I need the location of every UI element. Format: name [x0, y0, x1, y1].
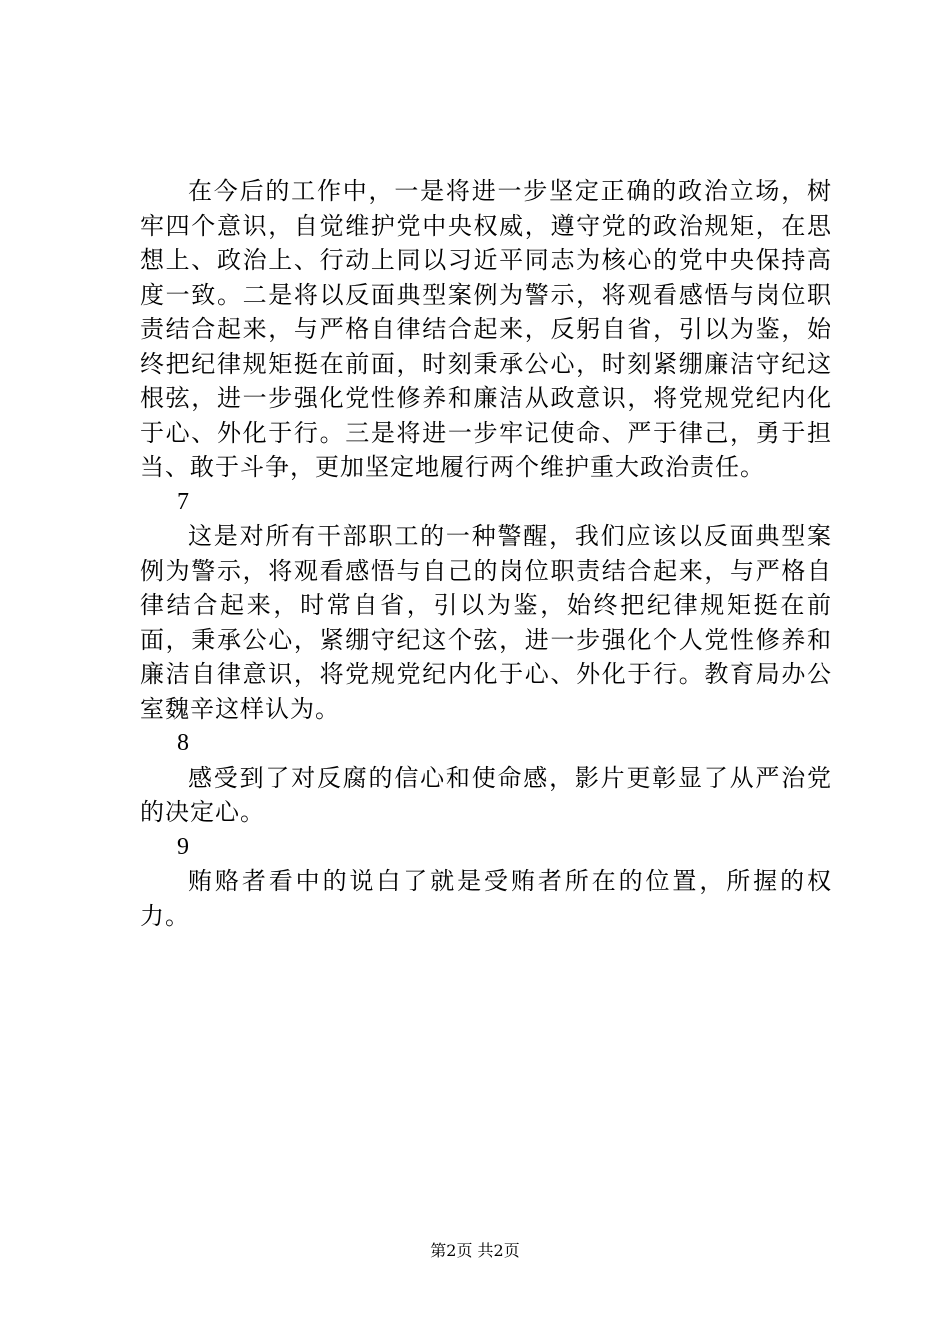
- item-number-8: 8: [177, 730, 189, 756]
- document-body: [140, 174, 832, 933]
- item-number-7: 7: [177, 488, 189, 515]
- page-footer: 第2页 共2页: [430, 1241, 520, 1260]
- paragraph-4: 贿赂者看中的说白了就是受贿者所在的位置，所握的权力。: [140, 867, 832, 930]
- paragraph-1: 在今后的工作中，一是将进一步坚定正确的政治立场，树牢四个意识，自觉维护党中央权威，遵守党的政治规矩，在思想上、政治上、行动上同以习近平同志为核心的党中央保持高度一致。二是将以反面典型案例为警示，将观看感悟与岗位职责结合起来，与严格自律结合起来，反躬自省，引以为鉴，始终把纪律规矩挺在前面，时刻秉承公心，时刻紧绷廉洁守纪这根弦，进一步强化党性修养和廉洁从政意识，将党规党纪内化于心、外化于行。三是将进一步牢记使命、严于律己，勇于担当、敢于斗争，更加坚定地履行两个维护重大政治责任。: [140, 177, 832, 481]
- paragraph-2: 这是对所有干部职工的一种警醒，我们应该以反面典型案例为警示，将观看感悟与自己的岗位职责结合起来，与严格自律结合起来，时常自省，引以为鉴，始终把纪律规矩挺在前面，秉承公心，紧绷守纪这个弦，进一步强化个人党性修养和廉洁自律意识，将党规党纪内化于心、外化于行。教育局办公室魏辛这样认为。: [140, 522, 832, 723]
- item-number-9: 9: [177, 833, 189, 860]
- paragraph-3: 感受到了对反腐的信心和使命感，影片更彰显了从严治党的决定心。: [140, 763, 832, 826]
